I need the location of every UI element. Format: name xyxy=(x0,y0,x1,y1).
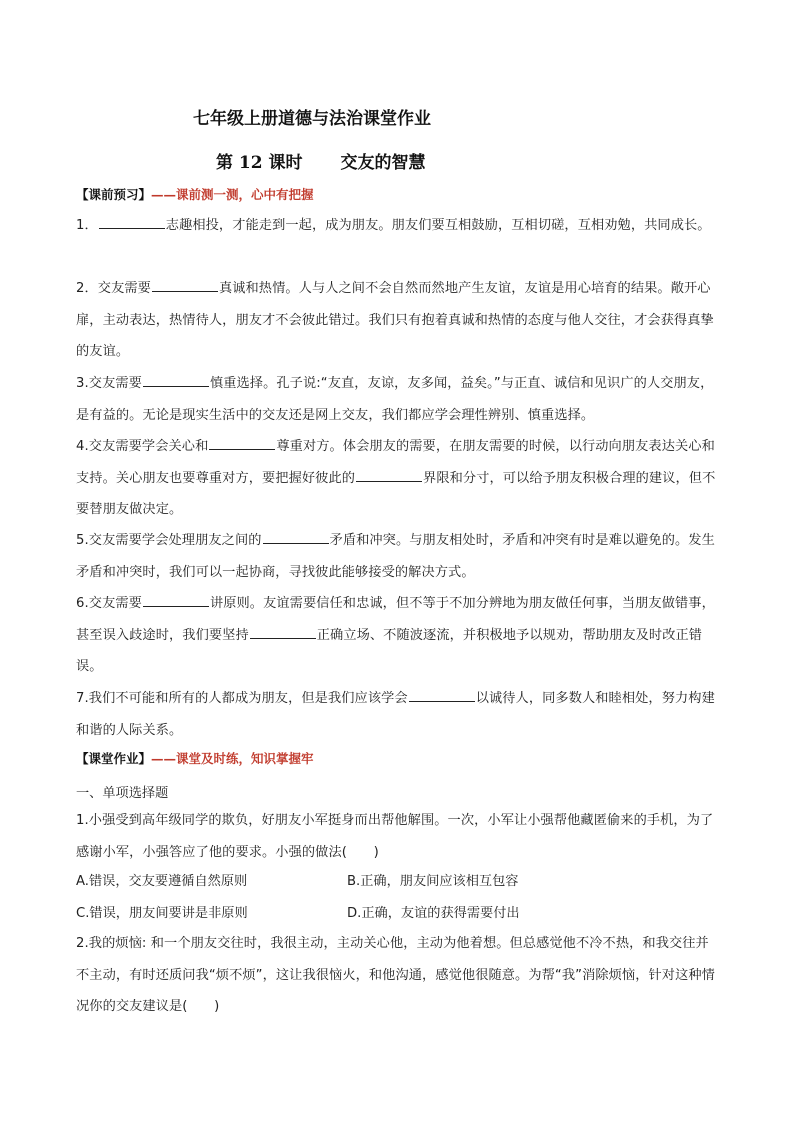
answer-blank[interactable] xyxy=(356,467,422,482)
preview-item-5: 5.交友需要学会处理朋友之间的 矛盾和冲突。与朋友相处时，矛盾和冲突有时是难以避免的。发生矛盾和冲突时，我们可以一起协商，寻找彼此能够接受的解决方式。 xyxy=(76,525,722,588)
option-c[interactable]: C.错误，朋友间要讲是非原则 xyxy=(76,905,248,921)
lesson-name: 交友的智慧 xyxy=(340,153,426,173)
part-heading: 一、单项选择题 xyxy=(76,786,169,801)
preview-item-6: 6.交友需要 讲原则。友谊需要信任和忠诚，但不等于不加分辨地为朋友做任何事，当朋友做错事，甚至误入歧途时，我们要坚持 正确立场、不随波逐流，并积极地予以规劝，帮助朋友及时改正错误。 xyxy=(76,588,722,683)
question-1-stem: 1.小强受到高年级同学的欺负，好朋友小军挺身而出帮他解围。一次，小军让小强帮他藏匿偷来的手机，为了感谢小军，小强答应了他的要求。小强的做法( ) xyxy=(76,813,714,860)
page-title: 七年级上册道德与法治课堂作业 xyxy=(193,109,431,129)
preview-item-4: 4.交友需要学会关心和 尊重对方。体会朋友的需要，在朋友需要的时候，以行动向朋友表达关心和支持。关心朋友也要尊重对方，要把握好彼此的 界限和分寸，可以给予朋友积极合理的建议，但不要替朋友做决定。 xyxy=(76,431,722,526)
preview-subtitle: ——课前测一测，心中有把握 xyxy=(151,187,314,202)
option-b[interactable]: B.正确，朋友间应该相互包容 xyxy=(347,874,519,889)
preview-section-header xyxy=(76,185,314,203)
preview-item-1: 1． 志趣相投，才能走到一起，成为朋友。朋友们要互相鼓励，互相切磋，互相劝勉，共同成长。 xyxy=(76,210,722,242)
answer-blank[interactable] xyxy=(409,687,475,702)
option-a[interactable]: A.错误，交友要遵循自然原则 xyxy=(76,874,248,889)
question-2-stem: 2.我的烦恼: 和一个朋友交往时，我很主动，主动关心他，主动为他着想。但总感觉他不冷不热，和我交往并不主动，有时还质问我“烦不烦”，这让我很恼火，和他沟通，感觉他很随意。为帮“我”消除烦恼，针对这种情况你的交友建议是( ) xyxy=(76,936,715,1014)
answer-blank[interactable] xyxy=(143,592,209,607)
lesson-number: 第 12 课时 xyxy=(216,153,303,173)
answer-blank[interactable] xyxy=(99,214,165,229)
classwork-label: 【课堂作业】 xyxy=(76,751,152,766)
answer-blank[interactable] xyxy=(263,529,329,544)
lesson-heading xyxy=(216,148,794,173)
answer-blank[interactable] xyxy=(143,372,209,387)
preview-label: 【课前预习】 xyxy=(76,187,152,202)
question-1-options xyxy=(76,866,722,929)
answer-blank[interactable] xyxy=(250,624,316,639)
preview-item-2: 2．交友需要 真诚和热情。人与人之间不会自然而然地产生友谊，友谊是用心培育的结果。敞开心扉，主动表达，热情待人，朋友才不会彼此错过。我们只有抱着真诚和热情的态度与他人交往，才会获得真挚的友谊。 xyxy=(76,273,722,368)
classwork-subtitle: ——课堂及时练，知识掌握牢 xyxy=(151,751,314,766)
classwork-section-header xyxy=(76,749,314,767)
option-d[interactable]: D.正确，友谊的获得需要付出 xyxy=(347,905,520,921)
preview-item-3: 3.交友需要 慎重选择。孔子说:“友直，友谅，友多闻，益矣。”与正直、诚信和见识广的人交朋友，是有益的。无论是现实生活中的交友还是网上交友，我们都应学会理性辨别、慎重选择。 xyxy=(76,368,722,431)
preview-item-7: 7.我们不可能和所有的人都成为朋友，但是我们应该学会 以诚待人，同多数人和睦相处，努力构建和谐的人际关系。 xyxy=(76,683,722,746)
answer-blank[interactable] xyxy=(152,277,218,292)
answer-blank[interactable] xyxy=(209,435,275,450)
